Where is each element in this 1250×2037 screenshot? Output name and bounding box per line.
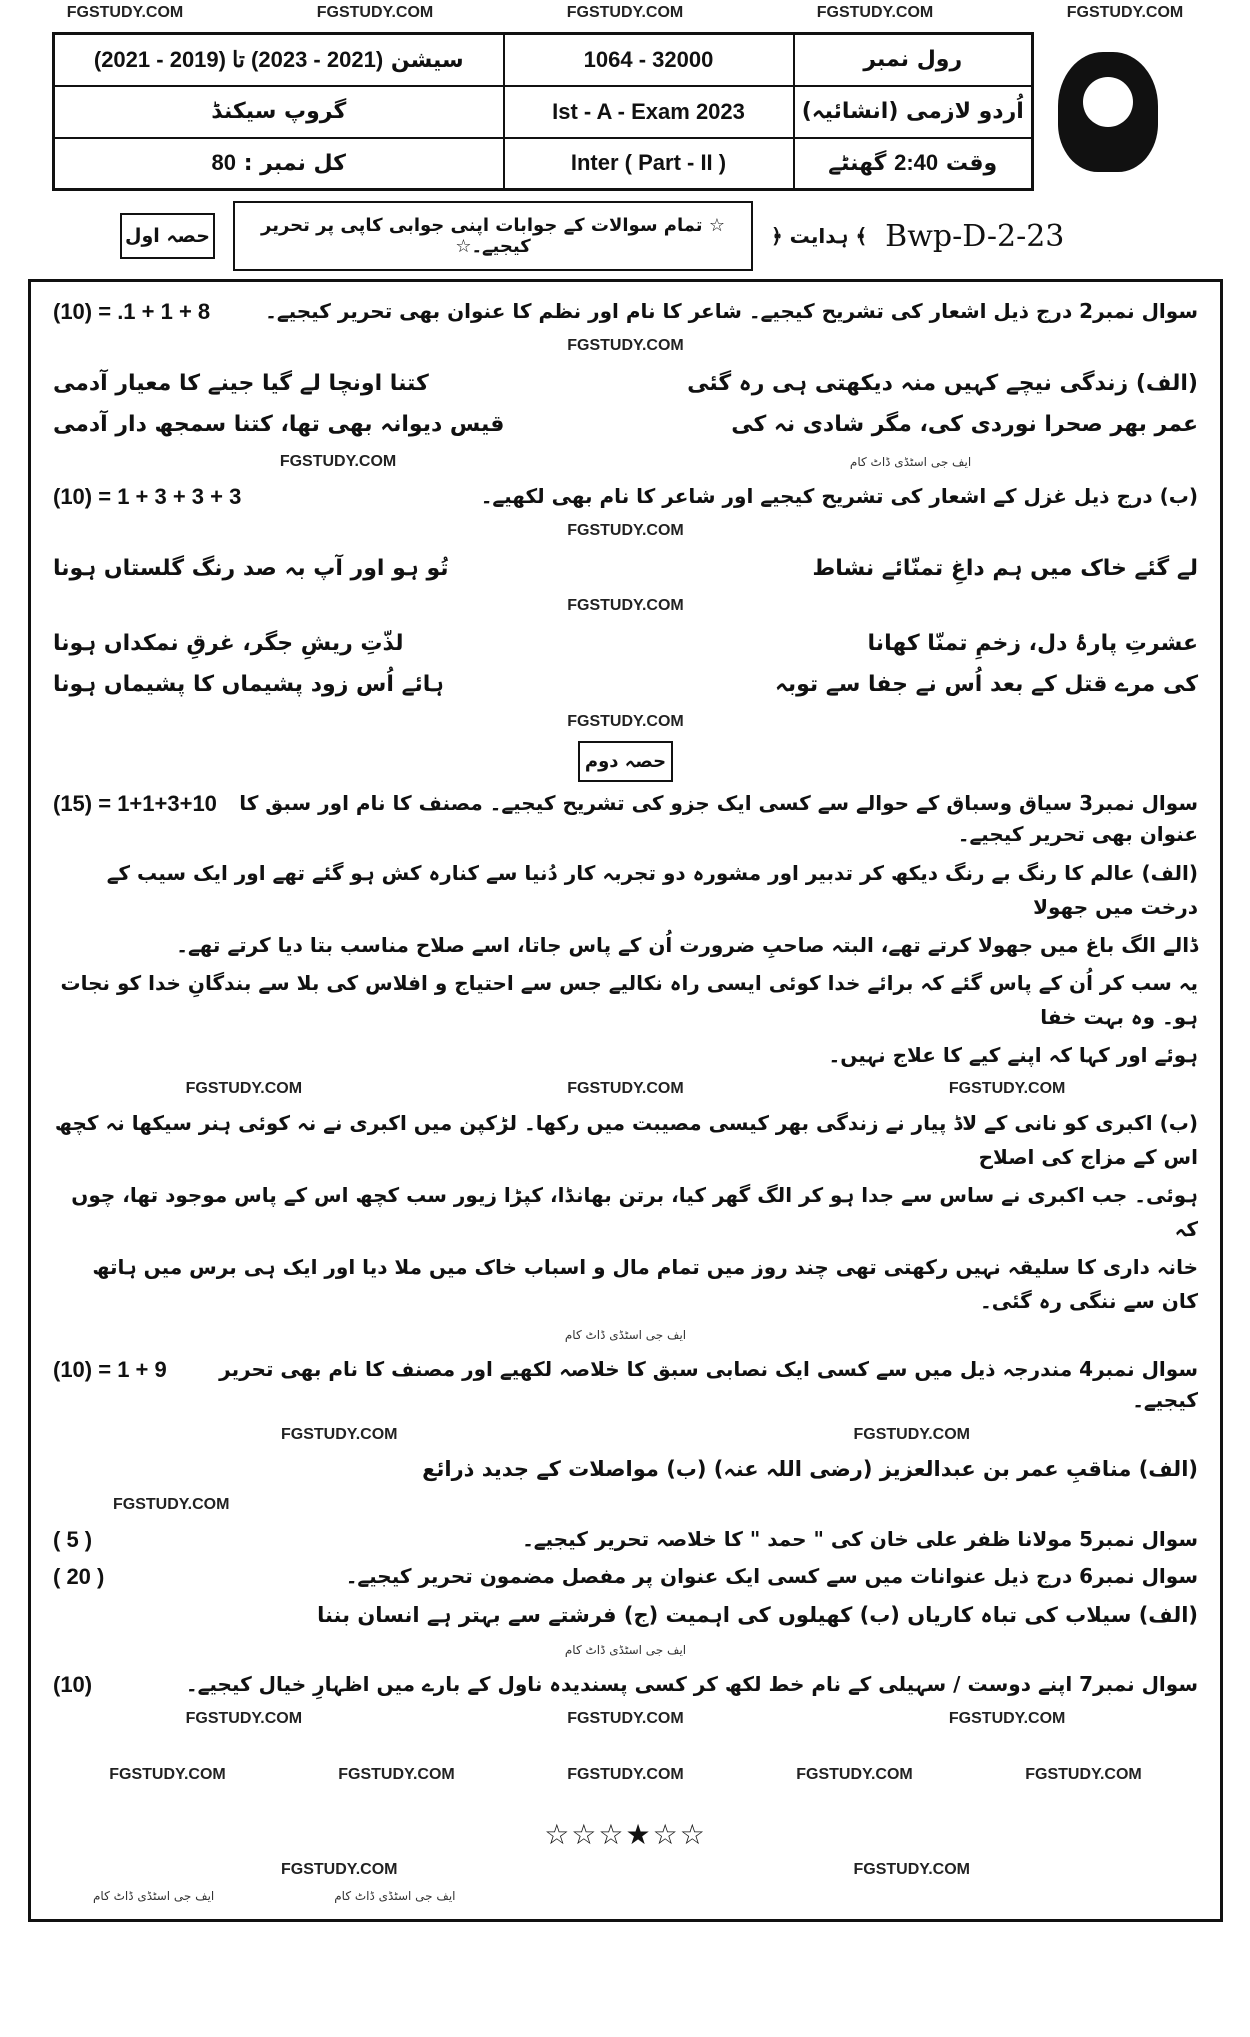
q2-a-label: (الف) — [1135, 371, 1198, 396]
q7-marks: (10) — [53, 1672, 93, 1698]
watermark: FGSTUDY.COM — [281, 1861, 398, 1879]
watermark-row — [53, 518, 1198, 544]
handwritten-code: Bwp-D-2-23 — [885, 218, 1065, 254]
header-area — [0, 26, 1250, 191]
watermark: FGSTUDY.COM — [1025, 1766, 1142, 1784]
level: Inter ( Part - II ) — [504, 138, 794, 190]
verse: عمر بھر صحرا نوردی کی، مگر شادی نہ کی — [731, 412, 1198, 437]
couplet — [53, 408, 1198, 441]
roll-label: رول نمبر — [794, 34, 1033, 86]
watermark: FGSTUDY.COM — [853, 1426, 970, 1443]
questions-box — [28, 279, 1223, 1922]
watermark: FGSTUDY.COM — [338, 1766, 455, 1784]
verse-text: زندگی نیچے کہیں منہ دیکھتی ہی رہ گئی — [687, 371, 1129, 396]
q3-b-line: خانہ داری کا سلیقہ نہیں رکھتی تھی چند روز میں تمام مال و اسباب خاک میں ملا دیا اور ایک ہی برس میں ہاتھ کان سے ننگی رہ گئی۔ — [92, 1255, 1198, 1313]
watermark-row — [53, 1762, 1198, 1788]
watermark-row — [0, 0, 1250, 26]
q6-options: (الف) سیلاب کی تباہ کاریاں (ب) کھیلوں کی اہمیت (ج) فرشتے سے بہتر ہے انسان بننا — [317, 1602, 1198, 1627]
watermark: FGSTUDY.COM — [185, 1080, 303, 1097]
hidayat-label: ﴾ ہدایت ﴿ — [771, 224, 868, 248]
time-label: وقت — [945, 151, 998, 177]
group: گروپ سیکنڈ — [54, 86, 504, 138]
watermark-row — [53, 333, 1198, 359]
q3-b-line: (ب) اکبری کو نانی کے لاڈ پیار نے زندگی بھر کیسی مصیبت میں رکھا۔ لڑکپن میں اکبری نے نہ کوئی ہنر سیکھا نہ کچھ اس کے مزاج کی اصلاح — [54, 1111, 1198, 1169]
q3-a-line: یہ سب کر اُن کے پاس گئے کہ برائے خدا کوئی ایسی راہ نکالیے جس سے احتیاج و افلاس کی بلا سے بندگانِ خدا کو نجات ہو۔ وہ بہت خفا — [60, 971, 1198, 1029]
time-unit: گھنٹے — [828, 151, 887, 177]
watermark: FGSTUDY.COM — [567, 713, 684, 730]
session-label: سیشن — [390, 47, 464, 73]
watermark: FGSTUDY.COM — [113, 1495, 230, 1513]
q4-options: (الف) مناقبِ عمر بن عبدالعزیز (رضی اللہ عنہ) (ب) مواصلات کے جدید ذرائع — [422, 1457, 1198, 1481]
watermark-row — [53, 1857, 1198, 1883]
watermark: FGSTUDY.COM — [816, 4, 934, 21]
part1-label: حصہ اول — [120, 213, 215, 259]
q5-header — [53, 1524, 1198, 1555]
q2-b-title: (ب) درج ذیل غزل کے اشعار کی تشریح کیجیے اور شاعر کا نام بھی لکھیے۔ — [480, 484, 1198, 508]
watermark: FGSTUDY.COM — [796, 1766, 913, 1784]
session-value: (2021 - 2023) تا (2019 - 2021) — [93, 46, 384, 72]
q4-header — [53, 1354, 1198, 1416]
verse — [641, 367, 1199, 400]
watermark: FGSTUDY.COM — [185, 1710, 303, 1728]
watermark: FGSTUDY.COM — [567, 522, 684, 539]
couplet — [53, 627, 1198, 660]
end-stars: ☆☆☆★☆☆ — [544, 1818, 707, 1852]
watermark: FGSTUDY.COM — [316, 4, 434, 21]
watermark-row — [53, 1706, 1198, 1732]
verse: قیس دیوانہ بھی تھا، کتنا سمجھ دار آدمی — [53, 412, 505, 437]
header-table — [52, 32, 1034, 191]
exam-name: Ist - A - Exam 2023 — [504, 86, 794, 138]
verse: لذّتِ ریشِ جگر، غرقِ نمکداں ہونا — [53, 631, 404, 656]
part2-label: حصہ دوم — [578, 741, 673, 782]
time-value: 2:40 — [894, 150, 939, 176]
q2-b-header — [53, 481, 1198, 512]
watermark-row — [53, 593, 1198, 619]
watermark-row — [53, 709, 1198, 735]
roll-number: 1064 - 32000 — [504, 34, 794, 86]
q2-header — [53, 296, 1198, 327]
watermark-row — [53, 1322, 1198, 1348]
watermark: FGSTUDY.COM — [948, 1710, 1066, 1728]
q5-title: سوال نمبر5 مولانا ظفر علی خان کی " حمد " کا خلاصہ تحریر کیجیے۔ — [522, 1526, 1198, 1551]
watermark-row — [53, 1492, 1198, 1518]
verse: لے گئے خاک میں ہم داغِ تمنّائے نشاط — [812, 556, 1198, 581]
subject: اُردو لازمی (انشائیہ) — [794, 86, 1033, 138]
q3-a-line: (الف) عالم کا رنگ بے رنگ دیکھ کر تدبیر اور مشورہ دو تجربہ کار دُنیا سے کنارہ کش ہو گئے تھے اور ایک سیب کے درخت میں جھولا — [106, 861, 1198, 919]
watermark: FGSTUDY.COM — [853, 1861, 970, 1879]
watermark: FGSTUDY.COM — [566, 4, 684, 21]
verse: عشرتِ پارۂ دل، زخمِ تمنّا کھانا — [867, 631, 1198, 656]
watermark: FGSTUDY.COM — [281, 1426, 398, 1443]
watermark: FGSTUDY.COM — [567, 1710, 684, 1728]
watermark: ایف جی اسٹڈی ڈاٹ کام — [334, 1889, 456, 1904]
total-marks: 80 — [211, 150, 237, 176]
q3-a-line: ہوئے اور کہا کہ اپنے کیے کا علاج نہیں۔ — [828, 1043, 1198, 1067]
q3-b-line: ہوئی۔ جب اکبری نے ساس سے جدا ہو کر الگ گھر کیا، برتن بھانڈا، کپڑا زیور سب کچھ اس کے پاس موجود تھا، چوں کہ — [71, 1183, 1198, 1241]
q5-marks: ( 5 ) — [53, 1526, 93, 1552]
q3-title: سوال نمبر3 سیاق وسباق کے حوالے سے کسی ایک جزو کی تشریح کیجیے۔ مصنف کا نام اور سبق کا عنوان بھی تحریر کیجیے۔ — [239, 791, 1198, 846]
instruction: ☆ تمام سوالات کے جوابات اپنی جوابی کاپی پر تحریر کیجیے۔☆ — [233, 201, 753, 271]
watermark: FGSTUDY.COM — [109, 1766, 226, 1784]
couplet — [53, 367, 1198, 400]
watermark: ایف جی اسٹڈی ڈاٹ کام — [564, 1328, 687, 1342]
total-marks-label: کل نمبر : — [243, 151, 346, 177]
q3-header — [53, 788, 1198, 850]
watermark: FGSTUDY.COM — [948, 1080, 1066, 1097]
board-logo-icon — [1058, 52, 1158, 172]
q3-a-line: ڈالے الگ باغ میں جھولا کرتے تھے، البتہ صاحبِ ضرورت اُن کے پاس جاتا، اسے صلاح مناسب بتا دیا کرتے تھے۔ — [176, 933, 1198, 957]
q4-marks: (10) = 1 + 9 — [53, 1357, 167, 1382]
verse: ہائے اُس زود پشیماں کا پشیماں ہونا — [53, 672, 444, 697]
verse: کی مرے قتل کے بعد اُس نے جفا سے توبہ — [774, 672, 1198, 697]
q3-marks: (15) = 1+1+3+10 — [53, 791, 217, 816]
q2-b-marks: (10) = 1 + 3 + 3 + 3 — [53, 484, 242, 509]
q4-title: سوال نمبر4 مندرجہ ذیل میں سے کسی ایک نصابی سبق کا خلاصہ لکھیے اور مصنف کا نام بھی تحریر کیجیے۔ — [219, 1357, 1198, 1412]
watermark-row — [53, 449, 1198, 475]
q6-title: سوال نمبر6 درج ذیل عنوانات میں سے کسی ایک عنوان پر مفصل مضمون تحریر کیجیے۔ — [345, 1563, 1198, 1588]
watermark: ایف جی اسٹڈی ڈاٹ کام — [564, 1643, 687, 1658]
q7-header — [53, 1669, 1198, 1700]
watermark-row — [53, 1076, 1198, 1102]
watermark-row — [53, 1637, 1198, 1663]
q2-title: سوال نمبر2 درج ذیل اشعار کی تشریح کیجیے۔ شاعر کا نام اور نظم کا عنوان بھی تحریر کیجیے۔ — [265, 299, 1198, 323]
verse: تُو ہو اور آپ بہ صد رنگ گلستاں ہونا — [53, 556, 449, 581]
q6-header — [53, 1561, 1198, 1592]
q2-marks: (10) = .1 + 1 + 8 — [53, 299, 211, 324]
q6-marks: ( 20 ) — [53, 1563, 105, 1589]
couplet — [53, 668, 1198, 701]
watermark: ایف جی اسٹڈی ڈاٹ کام — [849, 455, 972, 469]
couplet — [53, 552, 1198, 585]
watermark: FGSTUDY.COM — [279, 453, 397, 470]
watermark-row — [53, 1422, 1198, 1448]
watermark: FGSTUDY.COM — [567, 597, 684, 614]
watermark: FGSTUDY.COM — [567, 1080, 684, 1097]
verse: کتنا اونچا لے گیا جینے کا معیار آدمی — [53, 371, 429, 396]
watermark: FGSTUDY.COM — [567, 337, 684, 354]
watermark: ایف جی اسٹڈی ڈاٹ کام — [93, 1889, 215, 1904]
q7-title: سوال نمبر7 اپنے دوست / سہیلی کے نام خط لکھ کر کسی پسندیدہ ناول کے بارے میں اظہارِ خیال کیجیے۔ — [185, 1672, 1198, 1697]
watermark: FGSTUDY.COM — [567, 1766, 684, 1784]
instruction-row — [0, 191, 1250, 279]
watermark: FGSTUDY.COM — [1066, 4, 1184, 21]
watermark-row — [53, 1883, 1198, 1909]
watermark: FGSTUDY.COM — [66, 4, 184, 21]
